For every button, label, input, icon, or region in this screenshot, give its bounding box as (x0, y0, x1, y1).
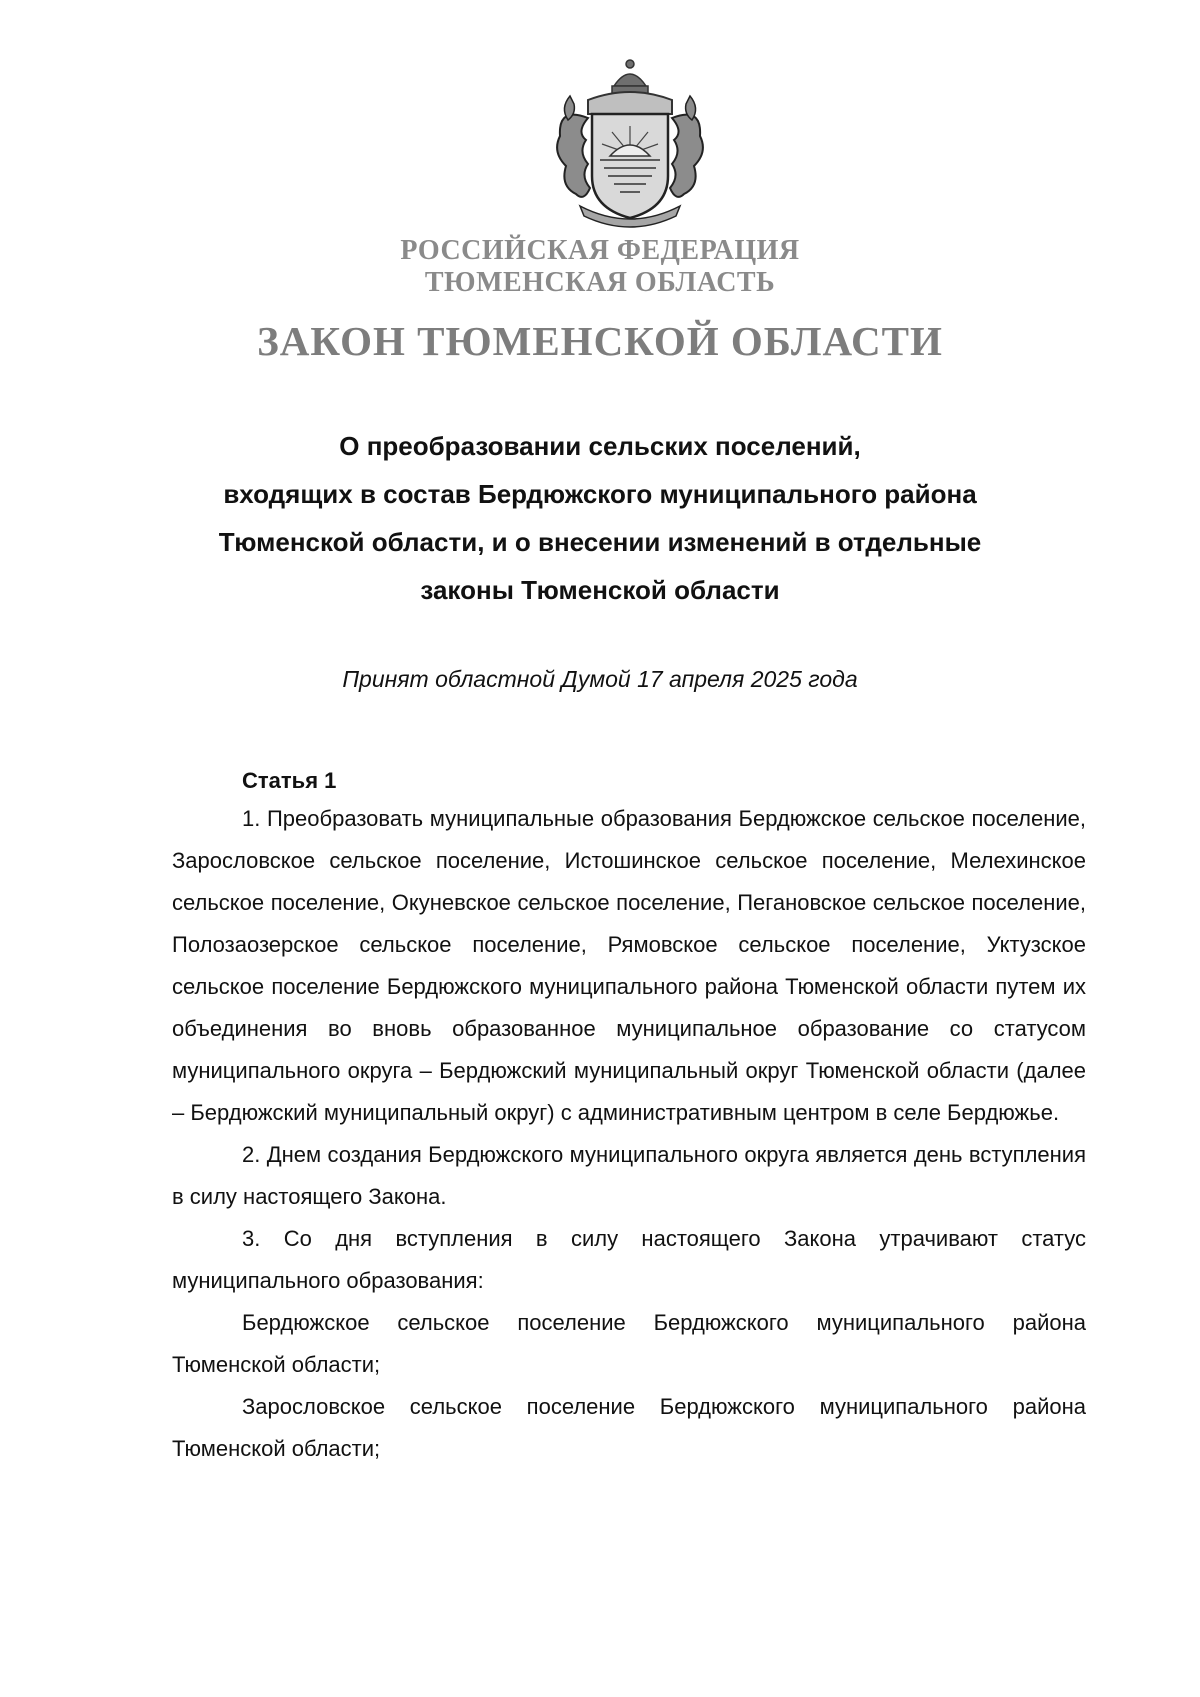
paragraph: 1. Преобразовать муниципальные образования Бердюжское сельское поселение, Зарословское сельское поселение, Истошинское сельское поселение, Мелехинское сельское поселение, Окуневское сельское поселение, Пегановское сельское поселение, Полозаозерское сельское поселение, Рямовское сельское поселение, Уктузское сельское поселение Бердюжского муниципального района Тюменской области путем их объединения во вновь образованное муниципальное образование со статусом муниципального округа – Бердюжский муниципальный округ Тюменской области (далее – Бердюжский муниципальный округ) с административным центром в селе Бердюжье. (172, 806, 1086, 1125)
paragraph: Бердюжское сельское поселение Бердюжского муниципального района Тюменской области; (172, 1310, 1086, 1377)
coat-of-arms-emblem (530, 56, 730, 234)
law-title-line: входящих в состав Бердюжского муниципального района (223, 479, 977, 509)
law-header: ЗАКОН ТЮМЕНСКОЙ ОБЛАСТИ (257, 318, 943, 364)
country-name: РОССИЙСКАЯ ФЕДЕРАЦИЯ (400, 235, 800, 266)
law-title-line: Тюменской области, и о внесении изменений в отдельные (218, 527, 982, 557)
law-title-line: О преобразовании сельских поселений, (339, 431, 861, 461)
adoption-note: Принят областной Думой 17 апреля 2025 года (342, 666, 858, 692)
law-title (170, 422, 1030, 614)
article-heading: Статья 1 (242, 768, 337, 793)
article-body (172, 798, 1086, 1470)
paragraph: Зарословское сельское поселение Бердюжского муниципального района Тюменской области; (172, 1394, 1086, 1461)
region-name: ТЮМЕНСКАЯ ОБЛАСТЬ (424, 267, 776, 298)
law-title-line: законы Тюменской области (420, 575, 780, 605)
paragraph: 3. Со дня вступления в силу настоящего Закона утрачивают статус муниципального образования: (172, 1226, 1086, 1293)
paragraph: 2. Днем создания Бердюжского муниципального округа является день вступления в силу настоящего Закона. (172, 1142, 1086, 1209)
